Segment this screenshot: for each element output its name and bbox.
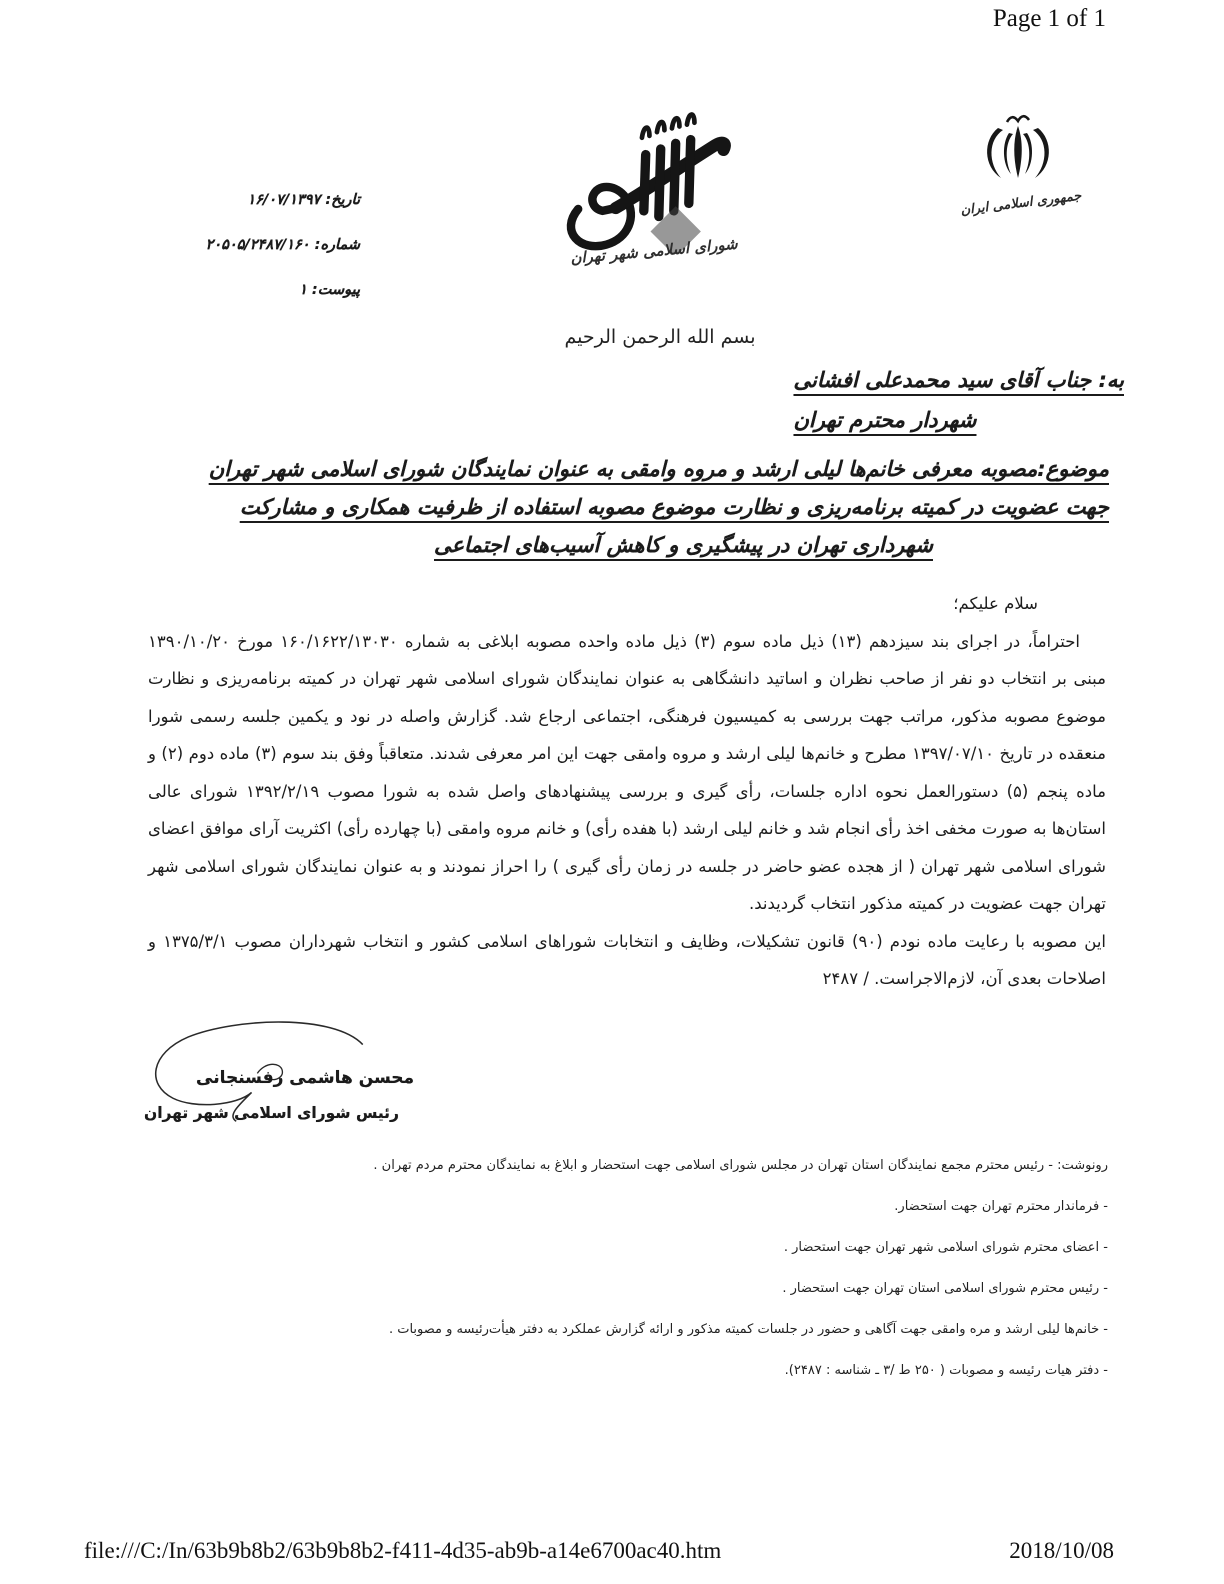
subject-block (208, 450, 1109, 564)
salutation: سلام علیکم؛ (953, 594, 1038, 613)
subject-line-2: جهت عضویت در کمیته برنامه‌ریزی و نظارت موضوع مصوبه استفاده از ظرفیت همکاری و مشارکت (239, 495, 1109, 519)
number-field: شماره: ۲۰۵۰۵/۲۴۸۷/۱۶۰ (205, 237, 360, 253)
iran-emblem-icon (958, 112, 1078, 196)
cc-item: - رئیس محترم شورای اسلامی استان تهران جهت استحضار . (782, 1281, 1108, 1296)
body-paragraph-1: احتراماً، در اجرای بند سیزدهم (۱۳) ذیل ماده سوم (۳) ذیل ماده واحده مصوبه ابلاغی به شماره ۱۶۰/۱۶۲۲/۱۳۰۳۰ مورخ ۱۳۹۰/۱۰/۲۰ مبنی بر انتخاب دو نفر از صاحب نظران و اساتید دانشگاهی به عنوان نمایندگان شورای اسلامی شهر تهران در کمیته برنامه‌ریزی و نظارت موضوع مصوبه مذکور، مراتب جهت بررسی به کمیسیون فرهنگی، اجتماعی ارجاع شد. گزارش واصله در نود و یکمین جلسه رسمی شورا منعقده در تاریخ ۱۳۹۷/۰۷/۱۰ مطرح و خانم‌ها لیلی ارشد و مروه وامقی جهت این امر معرفی شدند. متعاقباً وفق بند سوم (۳) ماده دوم (۲) و ماده پنجم (۵) دستورالعمل نحوه اداره جلسات، رأی گیری و بررسی پیشنهادهای واصل شده به شورا مصوب ۱۳۹۲/۲/۱۹ شورای عالی استان‌ها به صورت مخفی اخذ رأی انجام شد و خانم لیلی ارشد (با هفده رأی) و خانم مروه وامقی (با چهارده رأی) اکثریت آرای موافق اعضای شورای اسلامی شهر تهران ( از هجده عضو حاضر در جلسه در زمان رأی گیری ) را احراز نمودند و به عنوان نمایندگان شورای اسلامی شهر تهران جهت عضویت در کمیته مذکور انتخاب گردیدند. (148, 631, 1106, 913)
letterhead-meta (180, 192, 360, 327)
footer-file-path: file:///C:/In/63b9b8b2/63b9b8b2-f411-4d35-ab9b-a14e6700ac40.htm (84, 1538, 722, 1563)
addressee-title-line: شهردار محترم تهران (793, 408, 977, 432)
cc-line-1 (330, 1156, 1108, 1175)
subject-line-1: موضوع:مصوبه معرفی خانم‌ها لیلی ارشد و مروه وامقی به عنوان نمایندگان شورای اسلامی شهر تهران (208, 457, 1109, 481)
signature-block (138, 1012, 458, 1147)
council-logo-caption: شورای اسلامی شهر تهران (569, 234, 739, 268)
cc-item: - دفتر هیات رئیسه و مصوبات ( ۲۵۰ ط /۳ ـ شناسه : ۲۴۸۷). (784, 1363, 1108, 1378)
cc-item: - اعضای محترم شورای اسلامی شهر تهران جهت استحضار . (783, 1240, 1108, 1255)
attachment-field: پیوست: ۱ (299, 282, 360, 298)
iran-emblem-caption: جمهوری اسلامی ایران (959, 188, 1083, 219)
date-field: تاریخ: ۱۶/۰۷/۱۳۹۷ (247, 192, 360, 208)
subject-line-3: شهرداری تهران در پیشگیری و کاهش آسیب‌های اجتماعی (434, 533, 933, 557)
addressee-name-line: به: جناب آقای سید محمدعلی افشانی (793, 368, 1124, 392)
addressee-block (793, 360, 1124, 440)
bismillah: بسم الله الرحمن الرحیم (564, 326, 756, 348)
cc-block (330, 1156, 1108, 1402)
letter-body (148, 585, 1106, 998)
footer-date: 2018/10/08 (1009, 1538, 1114, 1563)
signatory-name: محسن هاشمی رفسنجانی (196, 1068, 415, 1088)
cc-label: رونوشت: (1057, 1158, 1108, 1173)
signatory-title: رئیس شورای اسلامی شهر تهران (144, 1104, 399, 1122)
cc-item: - رئیس محترم مجمع نمایندگان استان تهران در مجلس شورای اسلامی جهت استحضار و ابلاغ به نمایندگان محترم مردم تهران . (373, 1158, 1053, 1173)
body-paragraph-2: این مصوبه با رعایت ماده نودم (۹۰) قانون تشکیلات، وظایف و انتخابات شوراهای اسلامی کشور و انتخاب شهرداران مصوب ۱۳۷۵/۳/۱ و اصلاحات بعدی آن، لازم‌الاجراست. / ۲۴۸۷ (148, 931, 1107, 988)
print-footer (84, 1538, 1114, 1564)
cc-item: - خانم‌ها لیلی ارشد و مره وامقی جهت آگاهی و حضور در جلسات کمیته مذکور و ارائه گزارش عملکرد به دفتر هیأت‌رئیسه و مصوبات . (388, 1322, 1108, 1337)
cc-item: - فرماندار محترم تهران جهت استحضار. (894, 1199, 1108, 1214)
page-number: Page 1 of 1 (992, 5, 1106, 32)
